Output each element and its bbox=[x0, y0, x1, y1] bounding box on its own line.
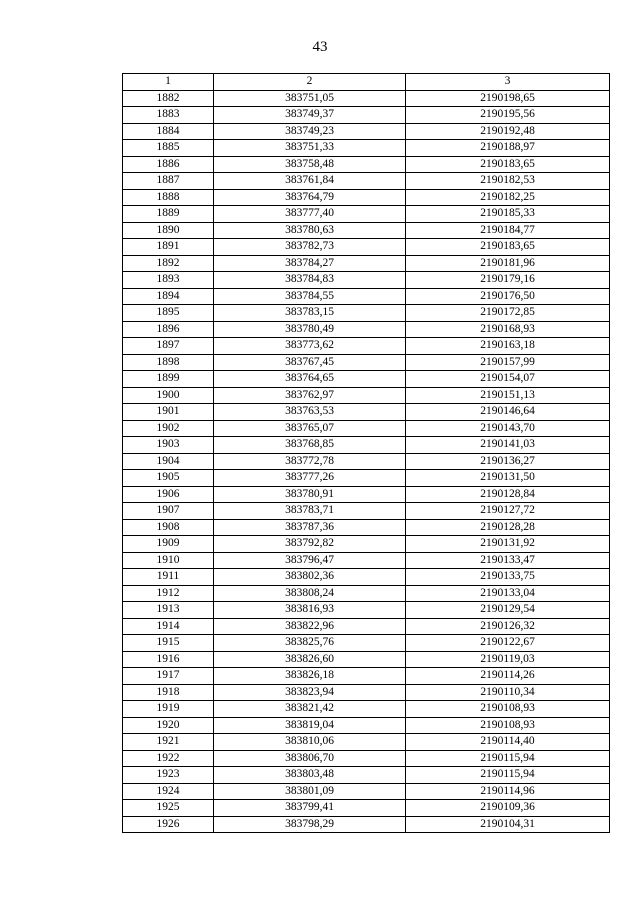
table-row bbox=[123, 503, 610, 520]
table-row bbox=[123, 107, 610, 124]
point-number-cell: 1895 bbox=[123, 305, 214, 322]
x-coordinate-cell: 383777,40 bbox=[214, 206, 406, 223]
x-coordinate-cell: 383825,76 bbox=[214, 635, 406, 652]
x-coordinate-cell: 383764,79 bbox=[214, 189, 406, 206]
y-coordinate-cell: 2190131,92 bbox=[406, 536, 610, 553]
table-row bbox=[123, 602, 610, 619]
x-coordinate-cell: 383801,09 bbox=[214, 783, 406, 800]
y-coordinate-cell: 2190115,94 bbox=[406, 750, 610, 767]
y-coordinate-cell: 2190108,93 bbox=[406, 717, 610, 734]
point-number-cell: 1914 bbox=[123, 618, 214, 635]
x-coordinate-cell: 383784,83 bbox=[214, 272, 406, 289]
y-coordinate-cell: 2190143,70 bbox=[406, 420, 610, 437]
table-row bbox=[123, 767, 610, 784]
x-coordinate-cell: 383764,65 bbox=[214, 371, 406, 388]
point-number-cell: 1882 bbox=[123, 90, 214, 107]
y-coordinate-cell: 2190154,07 bbox=[406, 371, 610, 388]
y-coordinate-cell: 2190182,25 bbox=[406, 189, 610, 206]
column-header-1: 1 bbox=[123, 74, 214, 91]
x-coordinate-cell: 383806,70 bbox=[214, 750, 406, 767]
y-coordinate-cell: 2190195,56 bbox=[406, 107, 610, 124]
y-coordinate-cell: 2190127,72 bbox=[406, 503, 610, 520]
table-row bbox=[123, 734, 610, 751]
y-coordinate-cell: 2190176,50 bbox=[406, 288, 610, 305]
coordinates-table bbox=[122, 73, 610, 833]
point-number-cell: 1906 bbox=[123, 486, 214, 503]
y-coordinate-cell: 2190104,31 bbox=[406, 816, 610, 833]
y-coordinate-cell: 2190184,77 bbox=[406, 222, 610, 239]
table-row bbox=[123, 618, 610, 635]
x-coordinate-cell: 383751,33 bbox=[214, 140, 406, 157]
table-row bbox=[123, 470, 610, 487]
y-coordinate-cell: 2190182,53 bbox=[406, 173, 610, 190]
table-row bbox=[123, 569, 610, 586]
x-coordinate-cell: 383802,36 bbox=[214, 569, 406, 586]
x-coordinate-cell: 383808,24 bbox=[214, 585, 406, 602]
x-coordinate-cell: 383821,42 bbox=[214, 701, 406, 718]
y-coordinate-cell: 2190126,32 bbox=[406, 618, 610, 635]
y-coordinate-cell: 2190122,67 bbox=[406, 635, 610, 652]
y-coordinate-cell: 2190146,64 bbox=[406, 404, 610, 421]
table-row bbox=[123, 272, 610, 289]
column-header-3: 3 bbox=[406, 74, 610, 91]
y-coordinate-cell: 2190131,50 bbox=[406, 470, 610, 487]
y-coordinate-cell: 2190181,96 bbox=[406, 255, 610, 272]
point-number-cell: 1899 bbox=[123, 371, 214, 388]
point-number-cell: 1888 bbox=[123, 189, 214, 206]
header-row bbox=[123, 74, 610, 91]
y-coordinate-cell: 2190141,03 bbox=[406, 437, 610, 454]
table-row bbox=[123, 783, 610, 800]
point-number-cell: 1919 bbox=[123, 701, 214, 718]
x-coordinate-cell: 383780,49 bbox=[214, 321, 406, 338]
point-number-cell: 1889 bbox=[123, 206, 214, 223]
point-number-cell: 1913 bbox=[123, 602, 214, 619]
point-number-cell: 1883 bbox=[123, 107, 214, 124]
y-coordinate-cell: 2190157,99 bbox=[406, 354, 610, 371]
y-coordinate-cell: 2190151,13 bbox=[406, 387, 610, 404]
x-coordinate-cell: 383772,78 bbox=[214, 453, 406, 470]
x-coordinate-cell: 383816,93 bbox=[214, 602, 406, 619]
x-coordinate-cell: 383798,29 bbox=[214, 816, 406, 833]
point-number-cell: 1903 bbox=[123, 437, 214, 454]
point-number-cell: 1912 bbox=[123, 585, 214, 602]
y-coordinate-cell: 2190136,27 bbox=[406, 453, 610, 470]
x-coordinate-cell: 383751,05 bbox=[214, 90, 406, 107]
y-coordinate-cell: 2190114,40 bbox=[406, 734, 610, 751]
x-coordinate-cell: 383823,94 bbox=[214, 684, 406, 701]
y-coordinate-cell: 2190198,65 bbox=[406, 90, 610, 107]
y-coordinate-cell: 2190114,26 bbox=[406, 668, 610, 685]
table-row bbox=[123, 140, 610, 157]
point-number-cell: 1910 bbox=[123, 552, 214, 569]
x-coordinate-cell: 383783,15 bbox=[214, 305, 406, 322]
table-row bbox=[123, 635, 610, 652]
x-coordinate-cell: 383768,85 bbox=[214, 437, 406, 454]
y-coordinate-cell: 2190172,85 bbox=[406, 305, 610, 322]
table-row bbox=[123, 816, 610, 833]
point-number-cell: 1915 bbox=[123, 635, 214, 652]
y-coordinate-cell: 2190133,75 bbox=[406, 569, 610, 586]
x-coordinate-cell: 383784,27 bbox=[214, 255, 406, 272]
x-coordinate-cell: 383749,23 bbox=[214, 123, 406, 140]
x-coordinate-cell: 383749,37 bbox=[214, 107, 406, 124]
table-row bbox=[123, 354, 610, 371]
point-number-cell: 1896 bbox=[123, 321, 214, 338]
y-coordinate-cell: 2190192,48 bbox=[406, 123, 610, 140]
table-row bbox=[123, 222, 610, 239]
y-coordinate-cell: 2190110,34 bbox=[406, 684, 610, 701]
point-number-cell: 1917 bbox=[123, 668, 214, 685]
point-number-cell: 1918 bbox=[123, 684, 214, 701]
point-number-cell: 1890 bbox=[123, 222, 214, 239]
point-number-cell: 1898 bbox=[123, 354, 214, 371]
y-coordinate-cell: 2190119,03 bbox=[406, 651, 610, 668]
table-body bbox=[123, 90, 610, 833]
point-number-cell: 1892 bbox=[123, 255, 214, 272]
y-coordinate-cell: 2190115,94 bbox=[406, 767, 610, 784]
x-coordinate-cell: 383767,45 bbox=[214, 354, 406, 371]
x-coordinate-cell: 383765,07 bbox=[214, 420, 406, 437]
point-number-cell: 1923 bbox=[123, 767, 214, 784]
table-row bbox=[123, 519, 610, 536]
x-coordinate-cell: 383780,91 bbox=[214, 486, 406, 503]
table-row bbox=[123, 486, 610, 503]
y-coordinate-cell: 2190163,18 bbox=[406, 338, 610, 355]
point-number-cell: 1904 bbox=[123, 453, 214, 470]
y-coordinate-cell: 2190133,04 bbox=[406, 585, 610, 602]
x-coordinate-cell: 383826,18 bbox=[214, 668, 406, 685]
point-number-cell: 1901 bbox=[123, 404, 214, 421]
point-number-cell: 1920 bbox=[123, 717, 214, 734]
y-coordinate-cell: 2190183,65 bbox=[406, 239, 610, 256]
y-coordinate-cell: 2190114,96 bbox=[406, 783, 610, 800]
point-number-cell: 1925 bbox=[123, 800, 214, 817]
point-number-cell: 1886 bbox=[123, 156, 214, 173]
y-coordinate-cell: 2190128,28 bbox=[406, 519, 610, 536]
table-row bbox=[123, 123, 610, 140]
x-coordinate-cell: 383784,55 bbox=[214, 288, 406, 305]
table-row bbox=[123, 717, 610, 734]
point-number-cell: 1908 bbox=[123, 519, 214, 536]
point-number-cell: 1894 bbox=[123, 288, 214, 305]
point-number-cell: 1900 bbox=[123, 387, 214, 404]
x-coordinate-cell: 383803,48 bbox=[214, 767, 406, 784]
x-coordinate-cell: 383758,48 bbox=[214, 156, 406, 173]
table-row bbox=[123, 189, 610, 206]
point-number-cell: 1891 bbox=[123, 239, 214, 256]
point-number-cell: 1907 bbox=[123, 503, 214, 520]
table-row bbox=[123, 90, 610, 107]
y-coordinate-cell: 2190129,54 bbox=[406, 602, 610, 619]
column-header-2: 2 bbox=[214, 74, 406, 91]
point-number-cell: 1924 bbox=[123, 783, 214, 800]
x-coordinate-cell: 383761,84 bbox=[214, 173, 406, 190]
point-number-cell: 1887 bbox=[123, 173, 214, 190]
table-row bbox=[123, 552, 610, 569]
y-coordinate-cell: 2190133,47 bbox=[406, 552, 610, 569]
table-row bbox=[123, 453, 610, 470]
table-row bbox=[123, 173, 610, 190]
table-row bbox=[123, 321, 610, 338]
table-row bbox=[123, 684, 610, 701]
table-row bbox=[123, 800, 610, 817]
table-row bbox=[123, 585, 610, 602]
y-coordinate-cell: 2190128,84 bbox=[406, 486, 610, 503]
y-coordinate-cell: 2190188,97 bbox=[406, 140, 610, 157]
x-coordinate-cell: 383810,06 bbox=[214, 734, 406, 751]
point-number-cell: 1897 bbox=[123, 338, 214, 355]
table-row bbox=[123, 305, 610, 322]
point-number-cell: 1921 bbox=[123, 734, 214, 751]
point-number-cell: 1885 bbox=[123, 140, 214, 157]
point-number-cell: 1922 bbox=[123, 750, 214, 767]
table-row bbox=[123, 420, 610, 437]
x-coordinate-cell: 383780,63 bbox=[214, 222, 406, 239]
x-coordinate-cell: 383826,60 bbox=[214, 651, 406, 668]
x-coordinate-cell: 383792,82 bbox=[214, 536, 406, 553]
x-coordinate-cell: 383773,62 bbox=[214, 338, 406, 355]
table-row bbox=[123, 338, 610, 355]
point-number-cell: 1916 bbox=[123, 651, 214, 668]
y-coordinate-cell: 2190179,16 bbox=[406, 272, 610, 289]
point-number-cell: 1911 bbox=[123, 569, 214, 586]
point-number-cell: 1902 bbox=[123, 420, 214, 437]
x-coordinate-cell: 383799,41 bbox=[214, 800, 406, 817]
table-row bbox=[123, 701, 610, 718]
table-row bbox=[123, 750, 610, 767]
x-coordinate-cell: 383782,73 bbox=[214, 239, 406, 256]
y-coordinate-cell: 2190109,36 bbox=[406, 800, 610, 817]
x-coordinate-cell: 383777,26 bbox=[214, 470, 406, 487]
table-row bbox=[123, 668, 610, 685]
point-number-cell: 1893 bbox=[123, 272, 214, 289]
x-coordinate-cell: 383822,96 bbox=[214, 618, 406, 635]
x-coordinate-cell: 383762,97 bbox=[214, 387, 406, 404]
x-coordinate-cell: 383783,71 bbox=[214, 503, 406, 520]
x-coordinate-cell: 383819,04 bbox=[214, 717, 406, 734]
table-header bbox=[123, 74, 610, 91]
table-row bbox=[123, 206, 610, 223]
point-number-cell: 1926 bbox=[123, 816, 214, 833]
table-row bbox=[123, 651, 610, 668]
point-number-cell: 1884 bbox=[123, 123, 214, 140]
page-number: 43 bbox=[312, 39, 328, 55]
y-coordinate-cell: 2190185,33 bbox=[406, 206, 610, 223]
table-row bbox=[123, 255, 610, 272]
table-row bbox=[123, 387, 610, 404]
y-coordinate-cell: 2190168,93 bbox=[406, 321, 610, 338]
table-row bbox=[123, 156, 610, 173]
point-number-cell: 1909 bbox=[123, 536, 214, 553]
table-row bbox=[123, 404, 610, 421]
table-row bbox=[123, 437, 610, 454]
point-number-cell: 1905 bbox=[123, 470, 214, 487]
table-row bbox=[123, 536, 610, 553]
x-coordinate-cell: 383796,47 bbox=[214, 552, 406, 569]
x-coordinate-cell: 383763,53 bbox=[214, 404, 406, 421]
x-coordinate-cell: 383787,36 bbox=[214, 519, 406, 536]
y-coordinate-cell: 2190183,65 bbox=[406, 156, 610, 173]
y-coordinate-cell: 2190108,93 bbox=[406, 701, 610, 718]
table-row bbox=[123, 288, 610, 305]
table-row bbox=[123, 239, 610, 256]
table-row bbox=[123, 371, 610, 388]
